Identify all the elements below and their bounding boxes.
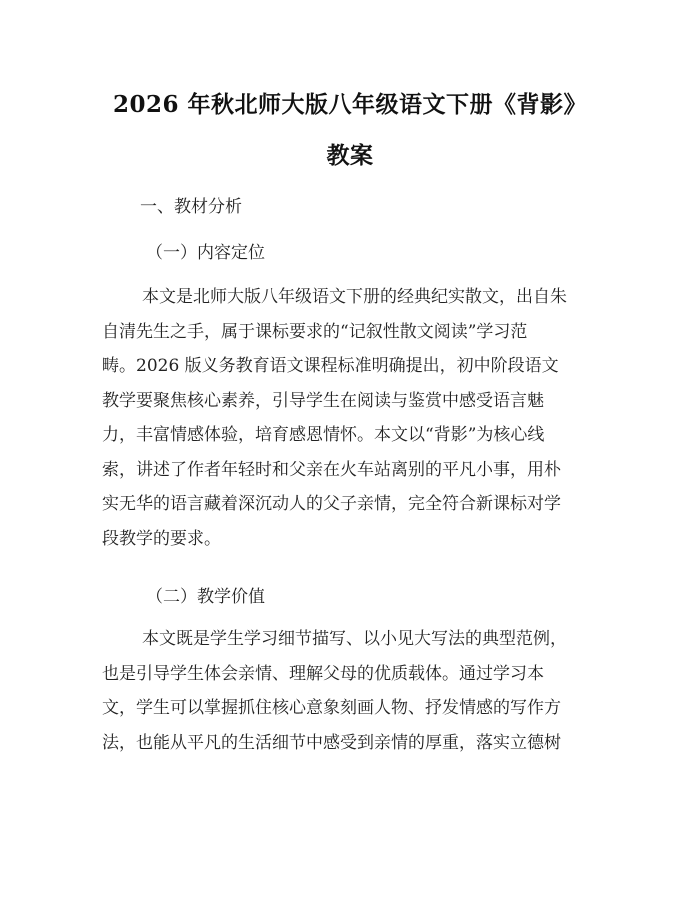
paragraph-line: 教学要聚焦核心素养，引导学生在阅读与鉴赏中感受语言魅 (102, 390, 544, 411)
paragraph-line: 实无华的语言藏着深沉动人的父子亲情，完全符合新课标对学 (102, 494, 561, 514)
paragraph-line: 畴。2026 版义务教育语文课程标准明确提出，初中阶段语文 (102, 356, 559, 376)
paragraph-line: 段教学的要求。 (102, 528, 221, 549)
paragraph-content-positioning (102, 280, 602, 556)
document-title-line-1: 2026 年秋北师大版八年级语文下册《背影》 (112, 91, 588, 118)
paragraph-line: 也是引导学生体会亲情、理解父母的优质载体。通过学习本 (102, 663, 544, 684)
document-title-line-2: 教案 (326, 142, 374, 169)
paragraph-line: 本文既是学生学习细节描写、以小见大写法的典型范例， (142, 629, 567, 649)
subsection-heading-content-positioning: （一）内容定位 (146, 243, 265, 263)
paragraph-line: 法，也能从平凡的生活细节中感受到亲情的厚重，落实立德树 (102, 732, 561, 753)
paragraph-line: 本文是北师大版八年级语文下册的经典纪实散文，出自朱 (142, 287, 567, 307)
section-heading-textbook-analysis: 一、教材分析 (140, 197, 242, 217)
subsection-heading-teaching-value: （二）教学价值 (146, 587, 265, 607)
paragraph-line: 自清先生之手，属于课标要求的“记叙性散文阅读”学习范 (102, 321, 528, 342)
paragraph-line: 文，学生可以掌握抓住核心意象刻画人物、抒发情感的写作方 (102, 698, 561, 718)
paragraph-teaching-value (102, 622, 602, 760)
paragraph-line: 力，丰富情感体验，培育感恩情怀。本文以“背影”为核心线 (102, 425, 545, 445)
paragraph-line: 索，讲述了作者年轻时和父亲在火车站离别的平凡小事，用朴 (102, 459, 561, 480)
